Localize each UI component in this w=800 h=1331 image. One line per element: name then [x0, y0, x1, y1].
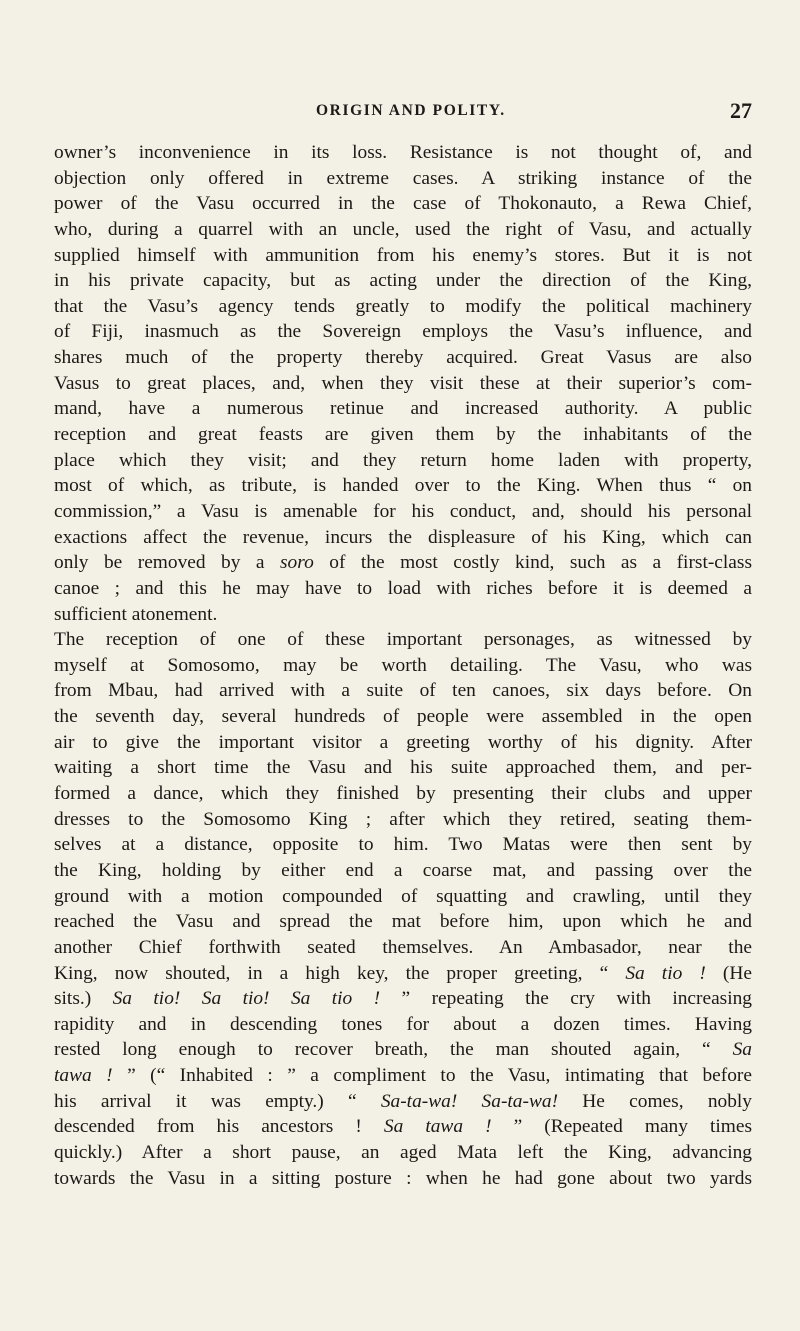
text-line [54, 653, 752, 679]
text-line [54, 858, 752, 884]
text-segment: his arrival it was empty.) “ [54, 1090, 381, 1112]
text-line [54, 678, 752, 704]
text-line [54, 525, 752, 551]
text-line [54, 832, 752, 858]
text-line [54, 1063, 752, 1089]
text-segment: of Fiji, inasmuch as the Sovereign employs the Vasu’s influence, and [54, 321, 752, 343]
text-line [54, 935, 752, 961]
text-line [54, 396, 752, 422]
text-segment: He comes, nobly [558, 1090, 752, 1112]
text-segment: of the most costly kind, such as a first-class [313, 552, 752, 574]
text-segment: mand, have a numerous retinue and increased authority. A public [54, 398, 752, 420]
text-segment: selves at a distance, opposite to him. Two Matas were then sent by [54, 834, 752, 856]
italic-text: Sa tawa ! [383, 1116, 492, 1138]
text-line [54, 243, 752, 269]
text-segment: reception and great feasts are given them by the inhabitants of the [54, 424, 752, 446]
text-segment: most of which, as tribute, is handed over to the King. When thus “ on [54, 475, 752, 497]
text-segment: canoe ; and this he may have to load with riches before it is deemed a [54, 577, 752, 599]
text-segment: shares much of the property thereby acquired. Great Vasus are also [54, 347, 752, 369]
text-line [54, 550, 752, 576]
text-line [54, 371, 752, 397]
text-segment: rapidity and in descending tones for about a dozen times. Having [54, 1013, 752, 1035]
text-segment: descended from his ancestors ! [54, 1116, 384, 1138]
text-line [54, 986, 752, 1012]
text-segment: Vasus to great places, and, when they visit these at their superior’s com- [54, 372, 752, 394]
italic-text: soro [280, 552, 314, 574]
text-segment: air to give the important visitor a greeting worthy of his dignity. After [54, 731, 752, 753]
text-segment: sufficient atonement. [54, 603, 218, 625]
text-segment: who, during a quarrel with an uncle, used the right of Vasu, and actually [54, 218, 752, 240]
text-line [54, 1114, 752, 1140]
text-segment: power of the Vasu occurred in the case of Thokonauto, a Rewa Chief, [54, 193, 752, 215]
text-segment: reached the Vasu and spread the mat before him, upon which he and [54, 911, 752, 933]
text-segment: (He [705, 962, 752, 984]
text-segment: the seventh day, several hundreds of people were assembled in the open [54, 706, 752, 728]
text-segment: the King, holding by either end a coarse mat, and passing over the [54, 859, 752, 881]
text-line [54, 627, 752, 653]
page-number: 27 [730, 98, 752, 123]
text-segment: The reception of one of these important personages, as witnessed by [54, 629, 752, 651]
text-segment: from Mbau, had arrived with a suite of ten canoes, six days before. On [54, 680, 752, 702]
italic-text: Sa-ta-wa! Sa-ta-wa! [380, 1090, 559, 1112]
body-text [54, 140, 752, 1191]
text-line [54, 1166, 752, 1192]
text-segment: waiting a short time the Vasu and his suite approached them, and per- [54, 757, 752, 779]
text-line [54, 909, 752, 935]
text-line [54, 602, 752, 628]
text-segment: exactions affect the revenue, incurs the displeasure of his King, which can [54, 526, 752, 548]
text-line [54, 499, 752, 525]
text-segment: sits.) [54, 988, 113, 1010]
text-segment: formed a dance, which they finished by presenting their clubs and upper [54, 783, 752, 805]
running-title: ORIGIN AND POLITY. [316, 102, 506, 119]
text-segment: objection only offered in extreme cases. A striking instance of the [54, 167, 752, 189]
running-head [54, 98, 752, 126]
text-line [54, 1012, 752, 1038]
text-line [54, 781, 752, 807]
text-line [54, 294, 752, 320]
text-line [54, 345, 752, 371]
text-line [54, 755, 752, 781]
text-line [54, 140, 752, 166]
text-line [54, 319, 752, 345]
text-line [54, 473, 752, 499]
italic-text: Sa tio ! [625, 962, 706, 984]
text-segment: in his private capacity, but as acting under the direction of the King, [54, 270, 752, 292]
text-segment: towards the Vasu in a sitting posture : when he had gone about two yards [54, 1167, 752, 1189]
text-line [54, 217, 752, 243]
text-segment: place which they visit; and they return home laden with property, [54, 449, 752, 471]
text-segment: owner’s inconvenience in its loss. Resistance is not thought of, and [54, 142, 752, 163]
italic-text: Sa [732, 1039, 752, 1061]
text-segment: ” (Repeated many times [491, 1116, 752, 1138]
text-line [54, 191, 752, 217]
italic-text: Sa tio! Sa tio! Sa tio ! [112, 988, 381, 1010]
text-segment: ” repeating the cry with increasing [380, 988, 752, 1010]
text-segment: ground with a motion compounded of squatting and crawling, until they [54, 885, 752, 907]
text-line [54, 1089, 752, 1115]
text-segment: ” (“ Inhabited : ” a compliment to the Vasu, intimating that before [112, 1065, 752, 1087]
text-segment: rested long enough to recover breath, the man shouted again, “ [54, 1039, 733, 1061]
text-line [54, 576, 752, 602]
text-line [54, 268, 752, 294]
text-segment: dresses to the Somosomo King ; after which they retired, seating them- [54, 808, 752, 830]
text-segment: commission,” a Vasu is amenable for his conduct, and, should his personal [54, 500, 752, 522]
text-line [54, 807, 752, 833]
text-segment: myself at Somosomo, may be worth detailing. The Vasu, who was [54, 654, 752, 676]
text-line [54, 422, 752, 448]
text-segment: quickly.) After a short pause, an aged Mata left the King, advancing [54, 1141, 752, 1163]
text-segment: that the Vasu’s agency tends greatly to modify the political machinery [54, 295, 752, 317]
text-line [54, 448, 752, 474]
text-line [54, 166, 752, 192]
text-line [54, 704, 752, 730]
italic-text: tawa ! [54, 1065, 113, 1087]
text-segment: King, now shouted, in a high key, the proper greeting, “ [54, 962, 626, 984]
text-line [54, 1037, 752, 1063]
text-segment: only be removed by a [54, 552, 281, 574]
text-line [54, 884, 752, 910]
text-line [54, 961, 752, 987]
text-segment: another Chief forthwith seated themselves. An Ambasador, near the [54, 936, 752, 958]
text-line [54, 730, 752, 756]
text-segment: supplied himself with ammunition from his enemy’s stores. But it is not [54, 244, 752, 266]
text-line [54, 1140, 752, 1166]
